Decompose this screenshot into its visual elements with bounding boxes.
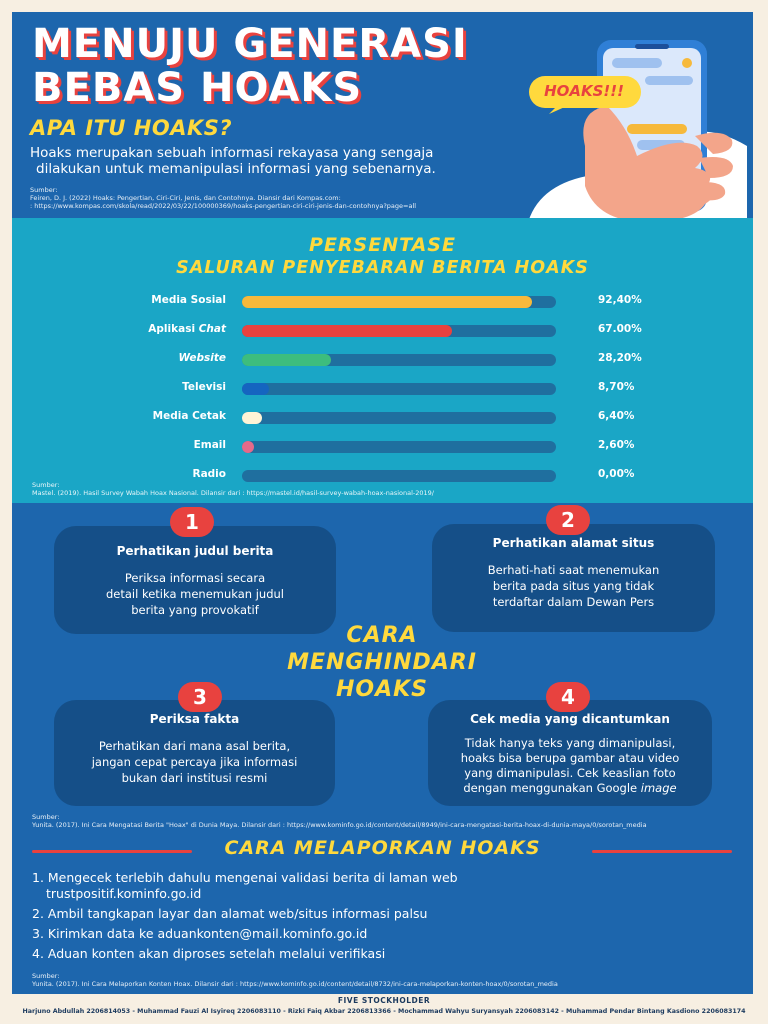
phone-illustration xyxy=(527,36,747,226)
title-line-2: BEBAS HOAKS xyxy=(32,65,363,111)
tip-card-4 xyxy=(428,700,712,806)
list-item: 4. Aduan konten akan diproses setelah melalui verifikasi xyxy=(32,946,386,961)
tip-number-2: 2 xyxy=(546,505,590,535)
hoax-definition xyxy=(30,145,530,177)
bar-value-label: 6,40% xyxy=(598,410,635,422)
report-steps xyxy=(32,870,732,966)
tip-body-line: yang dimanipulasi. Cek keaslian foto xyxy=(464,766,676,780)
team-name: FIVE STOCKHOLDER xyxy=(337,996,431,1005)
hand-phone-icon xyxy=(527,36,747,226)
bar-label: Media Sosial xyxy=(151,294,226,306)
avoid-hoax-heading xyxy=(232,622,532,703)
bar-track xyxy=(242,383,556,395)
section-heading-what-is-hoax: APA ITU HOAKS? xyxy=(30,116,233,140)
heading-line: MENGHINDARI xyxy=(287,650,477,675)
tip-body-line: hoaks bisa berupa gambar atau video xyxy=(460,751,680,765)
tip-body xyxy=(54,738,335,786)
bar xyxy=(242,412,262,424)
tip-card-2 xyxy=(432,524,715,632)
report-source xyxy=(32,972,732,988)
bar xyxy=(242,296,532,308)
bar-label: Radio xyxy=(192,468,226,480)
tip-body-line: Berhati-hati saat menemukan xyxy=(487,563,660,577)
bar-track xyxy=(242,325,556,337)
chart-source xyxy=(32,481,732,497)
tips-source xyxy=(32,813,732,829)
source-line: Feiren, D. J. (2022) Hoaks: Pengertian, Ciri-Ciri, Jenis, dan Contohnya. Diansir dari Kompas.com: xyxy=(30,194,341,202)
bar xyxy=(242,441,254,453)
infographic-poster xyxy=(12,12,753,994)
bar xyxy=(242,383,269,395)
tip-body-line: berita pada situs yang tidak xyxy=(492,579,655,593)
team-members: Harjuno Abdullah 2206814053 - Muhammad Fauzi Al Isyireq 2206083110 - Rizki Faiq Akbar 2206813366 - Mochammad Wahyu Suryansyah 2206083142 - Muhammad Pendar Bintang Kasdiono 2206083174 xyxy=(22,1008,746,1015)
bar xyxy=(242,325,452,337)
tip-number-4: 4 xyxy=(546,682,590,712)
list-item xyxy=(32,870,732,902)
bar-label: Email xyxy=(193,439,226,451)
bar-value-label: 0,00% xyxy=(598,468,635,480)
tip-body-italic: image xyxy=(640,781,677,795)
bar xyxy=(242,354,331,366)
definition-line-2: dilakukan untuk memanipulasi informasi yang sebenarnya. xyxy=(36,161,436,177)
tip-number-1: 1 xyxy=(170,507,214,537)
poster-title xyxy=(32,22,468,110)
tip-card-3 xyxy=(54,700,335,806)
definition-line-1: Hoaks merupakan sebuah informasi rekayasa yang sengaja xyxy=(30,145,434,161)
tip-body xyxy=(432,562,715,610)
source-line: Yunita. (2017). Ini Cara Mengatasi Berita "Hoax" di Dunia Maya. Dilansir dari : https://www.kominfo.go.id/content/detail/8949/ini-cara-mengatasi-berita-hoax-di-dunia-maya/0/sorotan_media xyxy=(32,821,647,829)
tip-body-line xyxy=(428,781,712,796)
chart-title-line-1: PERSENTASE xyxy=(309,234,456,256)
tip-number-3: 3 xyxy=(178,682,222,712)
source-line: Yunita. (2017). Ini Cara Melaporkan Konten Hoax. Dilansir dari : https://www.kominfo.go.id/content/detail/8732/ini-cara-melaporkan-konten-hoax/0/sorotan_media xyxy=(32,980,558,988)
tip-title: Cek media yang dicantumkan xyxy=(470,712,670,726)
tip-card-1 xyxy=(54,526,336,634)
step-text: trustpositif.kominfo.go.id xyxy=(46,886,202,901)
tip-body-line: berita yang provokatif xyxy=(131,603,259,617)
bar-value-label: 28,20% xyxy=(598,352,642,364)
tip-title: Periksa fakta xyxy=(149,712,240,726)
bar-track xyxy=(242,354,556,366)
tip-body-line: terdaftar dalam Dewan Pers xyxy=(492,595,655,609)
source-label: Sumber: xyxy=(30,186,58,194)
heading-line: CARA xyxy=(346,623,418,648)
definition-source xyxy=(30,186,510,210)
tip-body-line: detail ketika menemukan judul xyxy=(105,587,284,601)
tip-body-line: jangan cepat percaya jika informasi xyxy=(91,755,298,769)
channel-chart-section xyxy=(12,218,753,503)
chart-title-line-2: SALURAN PENYEBARAN BERITA HOAKS xyxy=(176,258,589,278)
tip-body-line: Perhatikan dari mana asal berita, xyxy=(98,739,291,753)
heading-line: HOAKS xyxy=(335,677,429,702)
bar-value-label: 8,70% xyxy=(598,381,635,393)
bar-value-label: 67.00% xyxy=(598,323,642,335)
report-hoax-heading: CARA MELAPORKAN HOAKS xyxy=(224,837,541,859)
bar-track xyxy=(242,441,556,453)
source-line: : https://www.kompas.com/skola/read/2022/03/22/100000369/hoaks-pengertian-ciri-ciri-jenis-dan-contohnya?page=all xyxy=(30,202,417,210)
tip-body-line: bukan dari institusi resmi xyxy=(121,771,268,785)
bar-label: Aplikasi Chat xyxy=(148,323,226,335)
source-line: Mastel. (2019). Hasil Survey Wabah Hoax Nasional. Dilansir dari : https://mastel.id/hasil-survey-wabah-hoax-nasional-2019/ xyxy=(32,489,434,497)
tip-body-text: dengan menggunakan Google xyxy=(463,781,641,795)
title-line-1: MENUJU GENERASI xyxy=(32,21,468,67)
source-label: Sumber: xyxy=(32,972,60,980)
speech-bubble-text: HOAKS!!! xyxy=(544,82,624,100)
bar-label: Media Cetak xyxy=(152,410,226,422)
tip-body xyxy=(428,736,712,796)
source-label: Sumber: xyxy=(32,813,60,821)
bar-track xyxy=(242,412,556,424)
tip-body-line: Tidak hanya teks yang dimanipulasi, xyxy=(464,736,676,750)
step-text: 1. Mengecek terlebih dahulu mengenai validasi berita di laman web xyxy=(32,870,458,885)
tip-title: Perhatikan alamat situs xyxy=(492,536,655,550)
tip-title: Perhatikan judul berita xyxy=(116,544,274,558)
bar-track xyxy=(242,296,556,308)
tip-body-line: Periksa informasi secara xyxy=(124,571,266,585)
tip-body xyxy=(54,570,336,618)
list-item: 3. Kirimkan data ke aduankonten@mail.kominfo.go.id xyxy=(32,926,368,941)
bar-label: Website xyxy=(178,352,226,364)
list-item: 2. Ambil tangkapan layar dan alamat web/situs informasi palsu xyxy=(32,906,428,921)
bar-label: Televisi xyxy=(182,381,226,393)
bar-value-label: 92,40% xyxy=(598,294,642,306)
bar-value-label: 2,60% xyxy=(598,439,635,451)
source-label: Sumber: xyxy=(32,481,60,489)
